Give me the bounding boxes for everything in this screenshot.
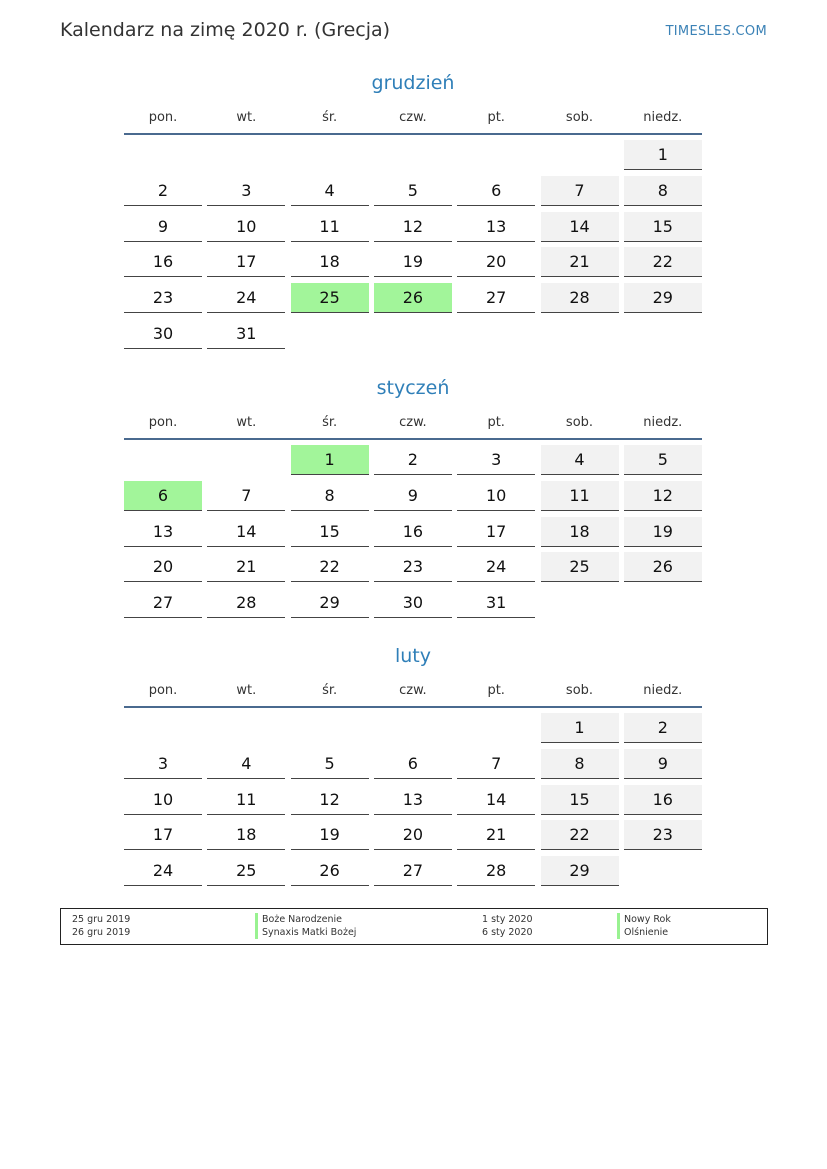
weekday-label: pon. <box>148 682 178 698</box>
weekday-header <box>124 104 702 130</box>
day-cell: 5 <box>624 445 702 475</box>
day-cell: 3 <box>124 749 202 779</box>
day-cell: 7 <box>457 749 535 779</box>
day-cell: 23 <box>124 283 202 313</box>
day-cell: 22 <box>291 552 369 582</box>
day-cell: 9 <box>124 212 202 242</box>
weekday-label: pt. <box>487 682 505 698</box>
day-cell: 9 <box>624 749 702 779</box>
day-cell: 20 <box>457 247 535 277</box>
weekday-label: czw. <box>399 109 427 125</box>
day-cell: 6 <box>124 481 202 511</box>
month-title: grudzień <box>371 72 455 94</box>
weekday-header <box>124 409 702 435</box>
legend-date: 6 sty 2020 <box>482 927 533 938</box>
day-cell: 3 <box>457 445 535 475</box>
day-cell: 26 <box>624 552 702 582</box>
weekday-label: sob. <box>565 109 594 125</box>
day-cell: 17 <box>207 247 285 277</box>
day-cell: 19 <box>291 820 369 850</box>
day-grid <box>124 440 702 624</box>
legend-date: 26 gru 2019 <box>72 927 131 938</box>
day-cell: 21 <box>457 820 535 850</box>
legend-date: 1 sty 2020 <box>482 914 533 925</box>
day-cell: 19 <box>624 517 702 547</box>
day-cell: 2 <box>374 445 452 475</box>
day-cell: 23 <box>374 552 452 582</box>
day-grid <box>124 135 702 355</box>
day-cell: 7 <box>207 481 285 511</box>
month-january <box>124 373 702 624</box>
day-cell: 13 <box>124 517 202 547</box>
day-cell: 15 <box>624 212 702 242</box>
day-cell: 16 <box>124 247 202 277</box>
weekday-label: śr. <box>322 414 338 430</box>
day-cell: 7 <box>541 176 619 206</box>
day-cell: 6 <box>374 749 452 779</box>
day-cell: 23 <box>624 820 702 850</box>
day-cell: 31 <box>457 588 535 618</box>
day-cell: 28 <box>207 588 285 618</box>
weekday-label: sob. <box>565 682 594 698</box>
weekday-label: sob. <box>565 414 594 430</box>
day-cell: 11 <box>291 212 369 242</box>
legend-holiday-name: Boże Narodzenie <box>255 913 342 926</box>
weekday-label: niedz. <box>643 414 683 430</box>
day-cell: 2 <box>124 176 202 206</box>
day-cell: 28 <box>457 856 535 886</box>
day-cell: 18 <box>291 247 369 277</box>
day-cell: 15 <box>541 785 619 815</box>
day-cell: 13 <box>374 785 452 815</box>
weekday-label: pon. <box>148 109 178 125</box>
day-cell: 14 <box>457 785 535 815</box>
weekday-label: pt. <box>487 109 505 125</box>
day-cell: 22 <box>624 247 702 277</box>
day-cell: 3 <box>207 176 285 206</box>
day-cell: 11 <box>541 481 619 511</box>
day-cell: 26 <box>291 856 369 886</box>
weekday-label: czw. <box>399 414 427 430</box>
day-cell: 18 <box>541 517 619 547</box>
day-cell: 1 <box>291 445 369 475</box>
day-cell: 21 <box>207 552 285 582</box>
day-cell: 9 <box>374 481 452 511</box>
weekday-label: niedz. <box>643 682 683 698</box>
day-cell: 27 <box>374 856 452 886</box>
day-cell: 5 <box>374 176 452 206</box>
weekday-label: pt. <box>487 414 505 430</box>
day-cell: 5 <box>291 749 369 779</box>
legend-date: 25 gru 2019 <box>72 914 131 925</box>
day-cell: 8 <box>291 481 369 511</box>
day-cell: 6 <box>457 176 535 206</box>
weekday-header <box>124 677 702 703</box>
day-cell: 30 <box>124 319 202 349</box>
day-cell: 12 <box>291 785 369 815</box>
day-cell: 4 <box>207 749 285 779</box>
month-december <box>124 68 702 355</box>
weekday-label: śr. <box>322 109 338 125</box>
day-cell: 11 <box>207 785 285 815</box>
day-cell: 25 <box>541 552 619 582</box>
day-cell: 29 <box>624 283 702 313</box>
day-cell: 16 <box>624 785 702 815</box>
day-cell: 24 <box>124 856 202 886</box>
day-cell: 10 <box>124 785 202 815</box>
weekday-label: wt. <box>236 414 257 430</box>
day-cell: 29 <box>291 588 369 618</box>
weekday-label: niedz. <box>643 109 683 125</box>
day-cell: 31 <box>207 319 285 349</box>
day-cell: 14 <box>207 517 285 547</box>
day-cell: 19 <box>374 247 452 277</box>
day-cell: 25 <box>291 283 369 313</box>
day-cell: 8 <box>624 176 702 206</box>
day-cell: 18 <box>207 820 285 850</box>
weekday-label: wt. <box>236 682 257 698</box>
day-cell: 27 <box>124 588 202 618</box>
legend-holiday-name: Olśnienie <box>617 926 668 939</box>
day-cell: 1 <box>624 140 702 170</box>
day-cell: 14 <box>541 212 619 242</box>
day-grid <box>124 708 702 892</box>
day-cell: 20 <box>124 552 202 582</box>
day-cell: 29 <box>541 856 619 886</box>
day-cell: 21 <box>541 247 619 277</box>
day-cell: 30 <box>374 588 452 618</box>
weekday-label: czw. <box>399 682 427 698</box>
month-february <box>124 641 702 892</box>
day-cell: 12 <box>624 481 702 511</box>
month-title: luty <box>394 645 431 667</box>
day-cell: 28 <box>541 283 619 313</box>
day-cell: 22 <box>541 820 619 850</box>
day-cell: 8 <box>541 749 619 779</box>
legend-holiday-name: Nowy Rok <box>617 913 671 926</box>
day-cell: 24 <box>207 283 285 313</box>
weekday-label: śr. <box>322 682 338 698</box>
day-cell: 15 <box>291 517 369 547</box>
day-cell: 20 <box>374 820 452 850</box>
day-cell: 17 <box>124 820 202 850</box>
day-cell: 10 <box>457 481 535 511</box>
day-cell: 17 <box>457 517 535 547</box>
day-cell: 16 <box>374 517 452 547</box>
weekday-label: wt. <box>236 109 257 125</box>
day-cell: 2 <box>624 713 702 743</box>
day-cell: 13 <box>457 212 535 242</box>
month-title: styczeń <box>376 377 450 399</box>
day-cell: 4 <box>541 445 619 475</box>
day-cell: 1 <box>541 713 619 743</box>
day-cell: 10 <box>207 212 285 242</box>
holiday-legend <box>60 908 768 945</box>
day-cell: 27 <box>457 283 535 313</box>
day-cell: 12 <box>374 212 452 242</box>
day-cell: 24 <box>457 552 535 582</box>
legend-holiday-name: Synaxis Matki Bożej <box>255 926 356 939</box>
day-cell: 4 <box>291 176 369 206</box>
weekday-label: pon. <box>148 414 178 430</box>
day-cell: 26 <box>374 283 452 313</box>
brand-link[interactable]: TIMESLES.COM <box>665 24 767 39</box>
page-title: Kalendarz na zimę 2020 r. (Grecja) <box>60 19 391 41</box>
day-cell: 25 <box>207 856 285 886</box>
